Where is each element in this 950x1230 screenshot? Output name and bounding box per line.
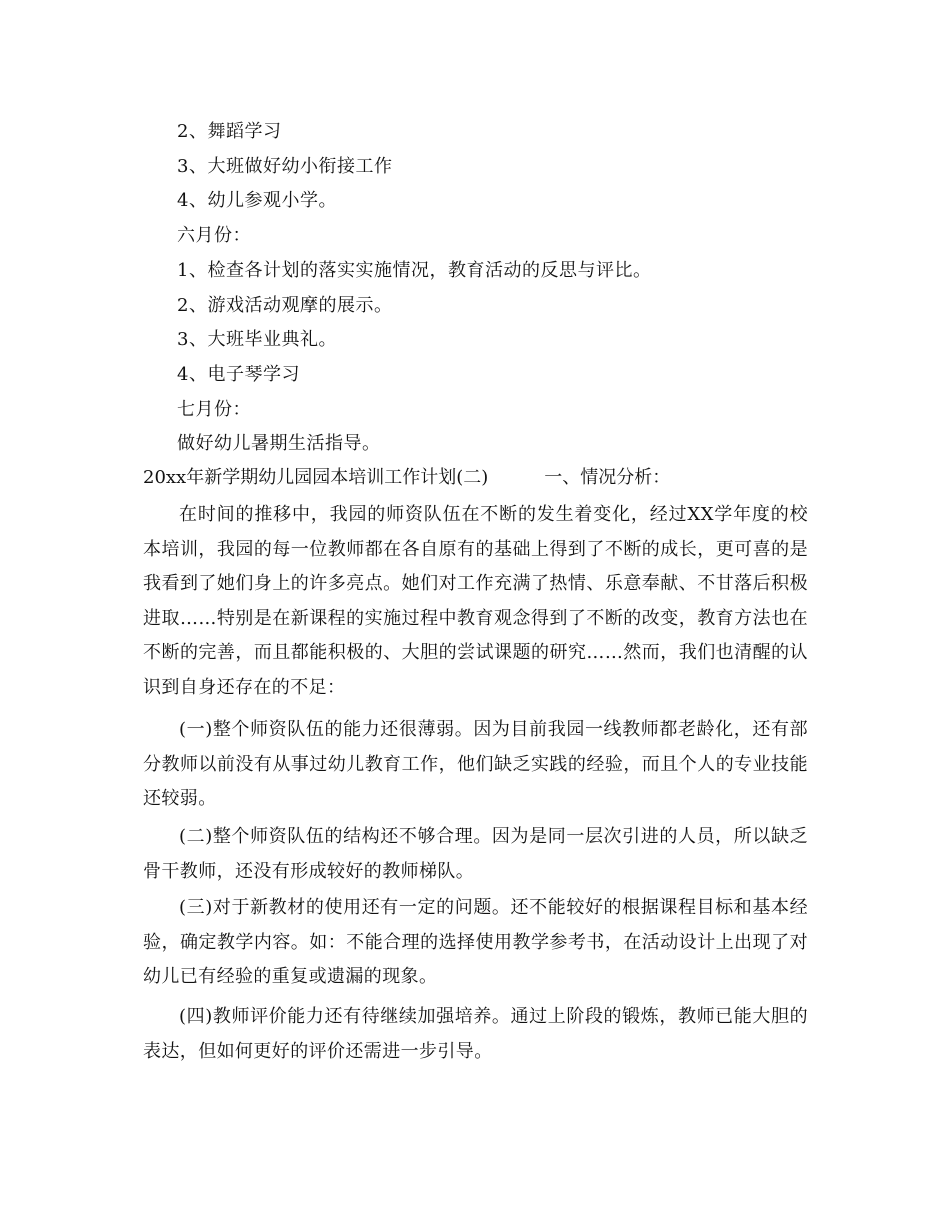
- paragraph: (四)教师评价能力还有待继续加强培养。通过上阶段的锻炼，教师已能大胆的表达，但如何更好的评价还需进一步引导。: [143, 1006, 808, 1062]
- list-item: 4、幼儿参观小学。: [177, 190, 337, 211]
- month-label: 六月份：: [177, 225, 251, 246]
- list-item: 2、舞蹈学习: [177, 121, 282, 142]
- list-item: 做好幼儿暑期生活指导。: [177, 433, 381, 454]
- list-item: 3、大班做好幼小衔接工作: [177, 156, 393, 177]
- section-heading: [143, 466, 670, 490]
- list-item: 2、游戏活动观摩的展示。: [177, 295, 393, 316]
- paragraph: (二)整个师资队伍的结构还不够合理。因为是同一层次引进的人员，所以缺乏骨干教师，还没有形成较好的教师梯队。: [143, 826, 808, 882]
- list-item: 3、大班毕业典礼。: [177, 329, 337, 350]
- paragraph: (三)对于新教材的使用还有一定的问题。还不能较好的根据课程目标和基本经验，确定教学内容。如：不能合理的选择使用教学参考书，在活动设计上出现了对幼儿已有经验的重复或遗漏的现象。: [143, 897, 808, 987]
- paragraph: 在时间的推移中，我园的师资队伍在不断的发生着变化，经过XX学年度的校本培训，我园的每一位教师都在各自原有的基础上得到了不断的成长，更可喜的是我看到了她们身上的许多亮点。她们对工作充满了热情、乐意奉献、不甘落后积极进取……特别是在新课程的实施过程中教育观念得到了不断的改变，教育方法也在不断的完善，而且都能积极的、大胆的尝试课题的研究……然而，我们也清醒的认识到自身还存在的不足：: [143, 504, 808, 698]
- list-item: 4、电子琴学习: [177, 364, 300, 385]
- list-item: 1、检查各计划的落实实施情况，教育活动的反思与评比。: [177, 260, 652, 281]
- month-label: 七月份：: [177, 399, 251, 420]
- document-title: 20xx年新学期幼儿园园本培训工作计划(二): [143, 467, 489, 488]
- section-title: 一、情况分析：: [544, 467, 671, 488]
- paragraph: (一)整个师资队伍的能力还很薄弱。因为目前我园一线教师都老龄化，还有部分教师以前没有从事过幼儿教育工作，他们缺乏实践的经验，而且个人的专业技能还较弱。: [143, 719, 808, 809]
